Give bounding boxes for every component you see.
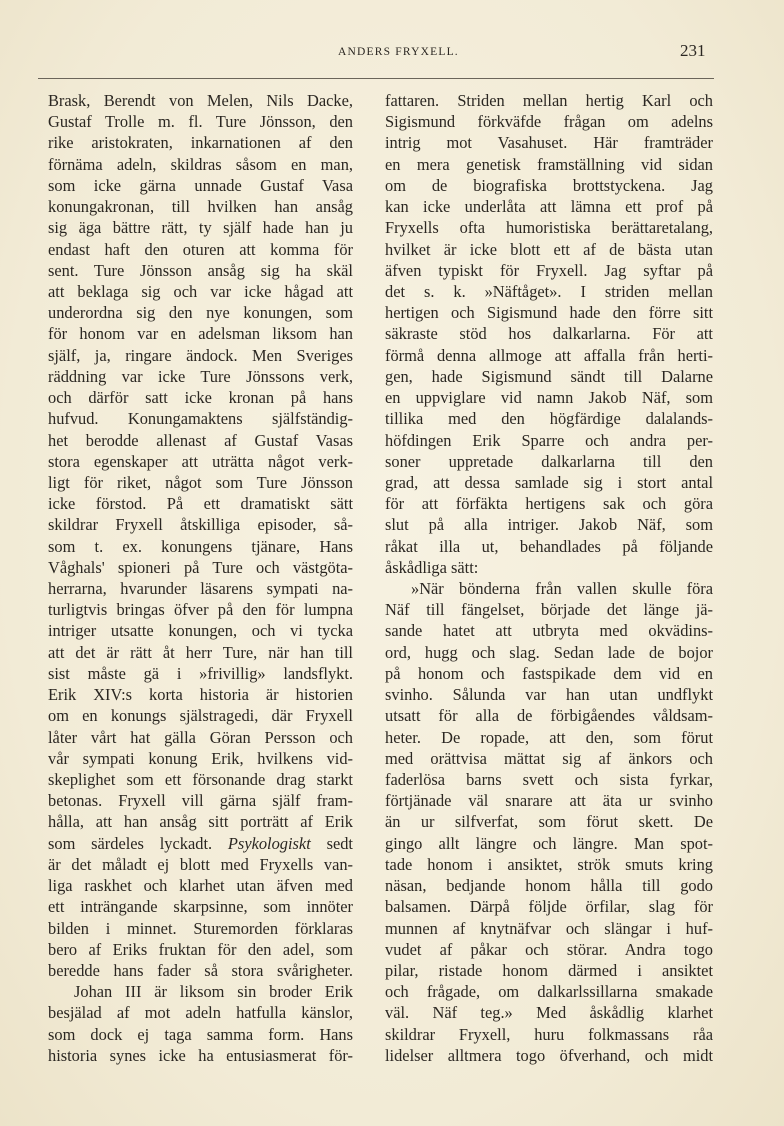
text-line: skeplighet som ett försonande drag starkt (48, 770, 353, 789)
text-line: gingo allt längre och längre. Man spot- (385, 833, 713, 853)
text-line: tade honom i ansiktet, strök smuts kring (385, 854, 713, 874)
text-line: för att förfäkta hertigens sak och göra (385, 494, 713, 514)
text-line: balsamen. Därpå följde örfilar, slag för (385, 897, 713, 917)
text-line: kan icke underlåta att lämna ett prof på (385, 197, 713, 217)
text-line: vudet af påkar och störar. Andra togo (385, 939, 713, 959)
text-line: en uppviglare vid namn Jakob Näf, som (385, 388, 713, 408)
text-line: ord, hugg och slag. Sedan lade de bojor (385, 642, 713, 662)
text-line: underordna sig den nye konungen, som (48, 303, 353, 323)
text-line: räddning var icke Ture Jönssons verk, (48, 366, 353, 386)
text-line: besjälad af mot adeln hatfulla känslor, (48, 1003, 353, 1023)
text-line: hufvud. Konungamaktens själfständig- (48, 409, 353, 429)
text-line: konungakronan, till hvilken han ansåg (48, 197, 353, 217)
text-line: Sigismund förkväfde frågan om adelns (385, 112, 713, 132)
text-line: som icke gärna unnade Gustaf Vasa (48, 175, 353, 195)
text-line: Brask, Berendt von Melen, Nils Dacke, (48, 91, 353, 110)
text-line: hvilket är icke blott ett af de bästa utan (385, 239, 713, 259)
text-line: väl. Näf teg.» Med åskådlig klarhet (385, 1003, 713, 1023)
page-number: 231 (680, 41, 706, 60)
text-line: slut på alla intriger. Jakob Näf, som (385, 515, 713, 535)
text-line: Fryxells ofta humoristiska berättaretalang, (385, 218, 713, 238)
text-line: med orättvisa mättat sig af änkors och (385, 748, 713, 768)
text-line: om en konungs själstragedi, där Fryxell (48, 706, 353, 726)
text-line: själf, ja, ringare ändock. Men Sveriges (48, 345, 353, 365)
text-line: »När bönderna från vallen skulle föra (411, 579, 713, 599)
text-line: än ur silfverfat, som förut skett. De (385, 812, 713, 832)
text-line: faderlösa barns svett och sista fyrkar, (385, 770, 713, 789)
text-line: heter. De ropade, att den, som förut (385, 727, 713, 747)
text-line: som t. ex. konungens tjänare, Hans (48, 536, 353, 556)
text-line: munnen af knytnäfvar och slängar i huf- (385, 918, 713, 938)
text-line (48, 833, 353, 854)
text-segment: som särdeles lyckadt. (48, 833, 228, 853)
text-line: stora egenskaper att uträtta något verk- (48, 451, 353, 471)
text-line: ligt för riket, något som Ture Jönsson (48, 472, 353, 492)
text-line: förtjänade väl snarare att äta ur svinho (385, 791, 713, 811)
text-line: åskådliga sätt: (385, 557, 479, 577)
text-line: bero af Eriks fruktan för den adel, som (48, 939, 353, 959)
text-line: skildrar Fryxell åtskilliga episoder, så- (48, 515, 353, 535)
text-line: herrarna, hvarunder läsarens sympati na- (48, 579, 353, 599)
text-line: förmå denna allmoge att affalla från herti- (385, 345, 713, 365)
text-line: på honom och fastspikade dem vid en (385, 663, 713, 683)
text-line: liga raskhet och klarhet utan äfven med (48, 876, 353, 896)
text-line: bilden i minnet. Sturemorden förklaras (48, 918, 353, 938)
text-line: tillika med den högfärdige dalalands- (385, 409, 713, 429)
text-line: det s. k. »Näftåget». I striden mellan (385, 281, 713, 301)
text-line: och därför satt icke kronan på hans (48, 388, 353, 408)
text-line: ett inträngande skarpsinne, som innöter (48, 897, 353, 917)
right-column (385, 90, 713, 1066)
left-column (48, 90, 353, 1066)
text-line: säkraste stöd hos dalkarlarna. För att (385, 324, 713, 344)
text-line: om de biografiska brottstyckena. Jag (385, 175, 713, 195)
text-line: betonas. Fryxell vill gärna själf fram- (48, 791, 353, 811)
text-line: hålla, att han ansåg sitt porträtt af Erik (48, 812, 353, 832)
text-line: Erik XIV:s korta historia är historien (48, 685, 353, 705)
text-line: soner uppretade dalkarlarna till den (385, 451, 713, 471)
text-line: och frågade, om dalkarlssillarna smakade (385, 982, 713, 1002)
text-line: Johan III är liksom sin broder Erik (74, 982, 353, 1002)
text-line: beredde hans fader så stora svårigheter. (48, 960, 353, 980)
text-line: sist måste gä i »frivillig» landsflykt. (48, 663, 353, 683)
text-line: höfdingen Erik Sparre och andra per- (385, 430, 713, 450)
text-line: som dock ej taga samma form. Hans (48, 1024, 353, 1044)
text-line: en mera genetisk framställning vid sidan (385, 154, 713, 174)
text-line: sande hatet att utbryta med okvädins- (385, 621, 713, 641)
text-line: sig äga bättre rätt, ty själf hade han ju (48, 218, 353, 238)
text-line: är det måladt ej blott med Fryxells van- (48, 854, 353, 874)
text-line: endast haft den oturen att komma för (48, 239, 353, 259)
text-line: Våghals' spioneri på Ture och västgöta- (48, 557, 353, 577)
text-line: för honom var en adelsman liksom han (48, 324, 353, 344)
text-line: Gustaf Trolle m. fl. Ture Jönsson, den (48, 112, 353, 132)
text-line: skildrar Fryxell, huru folkmassans råa (385, 1024, 713, 1044)
text-segment: sedt (310, 833, 353, 853)
text-line: näsan, bedjande honom hålla till godo (385, 876, 713, 896)
text-line: turligtvis bringas öfver på den för lumpna (48, 600, 353, 620)
text-line: hertigen och Sigismund hade den förre sitt (385, 303, 713, 323)
text-line: gen, hade Sigismund sändt till Dalarne (385, 366, 713, 386)
text-line: förnäma adeln, skildras såsom en man, (48, 154, 353, 174)
italic-term: Psykologiskt (227, 833, 311, 853)
text-line: att det är rätt åt herr Ture, när han till (48, 642, 353, 662)
text-line: låter vårt hat gälla Göran Persson och (48, 727, 353, 747)
text-line: vår sympati konung Erik, hvilkens vid- (48, 748, 353, 768)
text-line: intrig mot Vasahuset. Här framträder (385, 133, 713, 153)
text-line: grad, att dessa samlade sig i stort antal (385, 472, 713, 492)
text-line: rike aristokraten, inkarnationen af den (48, 133, 353, 153)
text-line: äfven typiskt för Fryxell. Jag syftar på (385, 260, 713, 280)
text-line: råkat illa ut, behandlades på följande (385, 536, 713, 556)
text-line: utsatt för alla de förbigåendes våldsam- (385, 706, 713, 726)
text-line: het berodde allenast af Gustaf Vasas (48, 430, 353, 450)
header-rule (38, 78, 714, 79)
text-line: historia synes icke ha entusiasmerat för- (48, 1045, 353, 1065)
text-line: icke förstod. På ett dramatiskt sätt (48, 494, 353, 514)
text-line: fattaren. Striden mellan hertig Karl och (385, 91, 713, 110)
text-line: pilar, ristade honom därmed i ansiktet (385, 960, 713, 980)
text-line: lidelser alltmera togo öfverhand, och midt (385, 1045, 713, 1065)
text-line: svinho. Sålunda var han utan undflykt (385, 685, 713, 705)
text-line: att beklaga sig och var icke hågad att (48, 281, 353, 301)
text-line: sent. Ture Jönsson ansåg sig ha skäl (48, 260, 353, 280)
text-line: Näf till fängelset, började det länge jä- (385, 600, 713, 620)
text-line: intriger utsatte konungen, och vi tycka (48, 621, 353, 641)
running-title: ANDERS FRYXELL. (338, 46, 459, 58)
